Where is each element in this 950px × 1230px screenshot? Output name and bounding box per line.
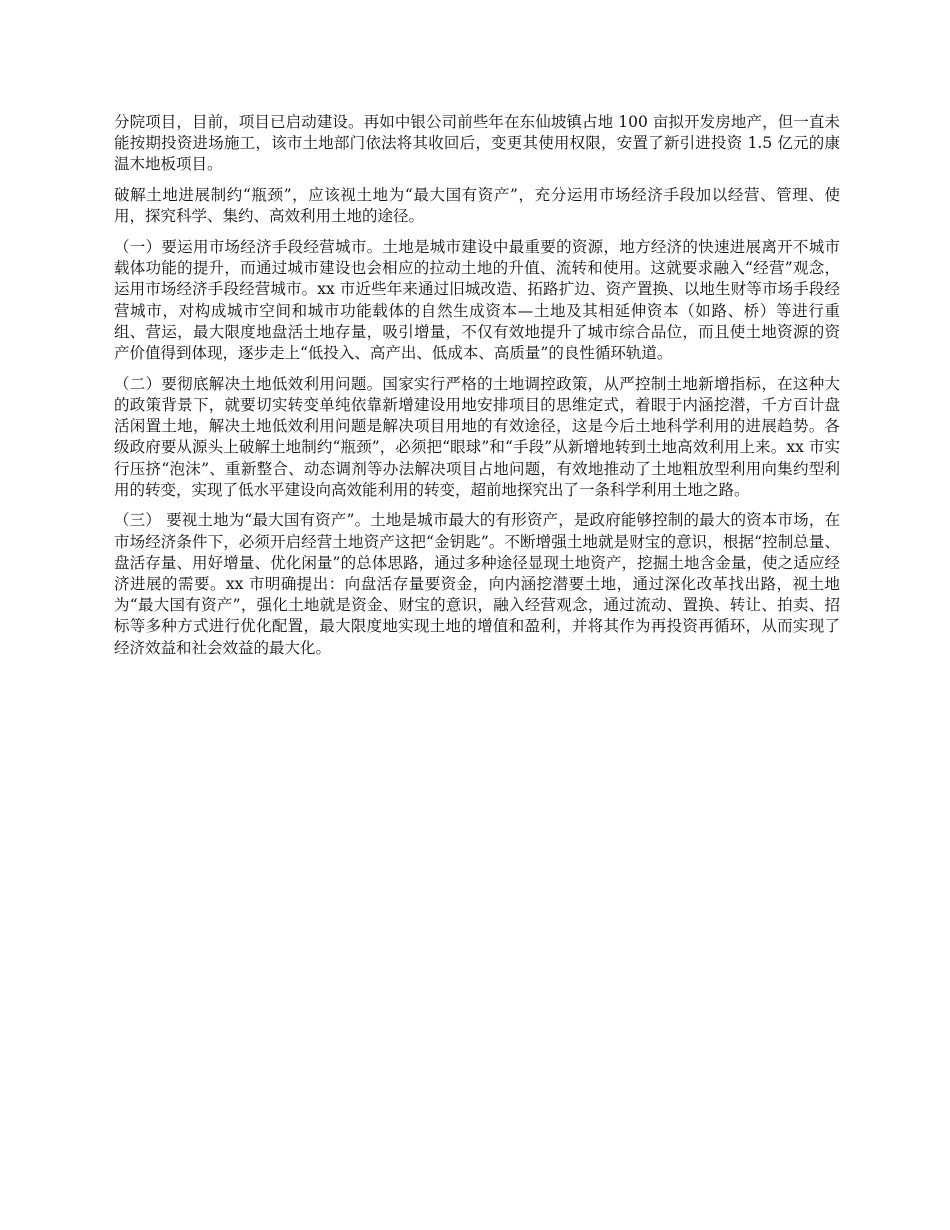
paragraph-section-2: （二）要彻底解决土地低效利用问题。国家实行严格的土地调控政策，从严控制土地新增指标，在这种大的政策背景下，就要切实转变单纯依靠新增建设用地安排项目的思维定式，着眼于内涵挖潜，千方百计盘活闲置土地，解决土地低效利用问题是解决项目用地的有效途径，这是今后土地科学利用的进展趋势。各级政府要从源头上破解土地制约“瓶颈”，必须把“眼球”和“手段”从新增地转到土地高效利用上来。xx 市实行压挤“泡沫”、重新整合、动态调剂等办法解决项目占地问题，有效地推动了土地粗放型利用向集约型利用的转变，实现了低水平建设向高效能利用的转变，超前地探究出了一条科学利用土地之路。 xyxy=(114,374,840,499)
paragraph-intro: 破解土地进展制约“瓶颈”，应该视土地为“最大国有资产”，充分运用市场经济手段加以经营、管理、使用，探究科学、集约、高效利用土地的途径。 xyxy=(114,186,840,226)
paragraph-section-1: （一）要运用市场经济手段经营城市。土地是城市建设中最重要的资源，地方经济的快速进展离开不城市载体功能的提升，而通过城市建设也会相应的拉动土地的升值、流转和使用。这就要求融入“经营”观念，运用市场经济手段经营城市。xx 市近些年来通过旧城改造、拓路扩边、资产置换、以地生财等市场手段经营城市，对构成城市空间和城市功能载体的自然生成资本—土地及其相延伸资本（如路、桥）等进行重组、营运，最大限度地盘活土地存量，吸引增量，不仅有效地提升了城市综合品位，而且使土地资源的资产价值得到体现，逐步走上“低投入、高产出、低成本、高质量”的良性循环轨道。 xyxy=(114,238,840,363)
paragraph-section-3: （三） 要视土地为“最大国有资产”。土地是城市最大的有形资产，是政府能够控制的最大的资本市场，在市场经济条件下，必须开启经营土地资产这把“金钥匙”。不断增强土地就是财宝的意识，根据“控制总量、盘活存量、用好增量、优化闲量”的总体思路，通过多种途径显现土地资产，挖掘土地含金量，使之适应经济进展的需要。xx 市明确提出：向盘活存量要资金，向内涵挖潜要土地，通过深化改革找出路，视土地为“最大国有资产”，强化土地就是资金、财宝的意识，融入经营观念，通过流动、置换、转让、拍卖、招标等多种方式进行优化配置，最大限度地实现土地的增值和盈利，并将其作为再投资再循环，从而实现了经济效益和社会效益的最大化。 xyxy=(114,511,840,657)
document-body xyxy=(114,112,840,668)
paragraph-continuation: 分院项目，目前，项目已启动建设。再如中银公司前些年在东仙坡镇占地 100 亩拟开发房地产，但一直未能按期投资进场施工，该市土地部门依法将其收回后，变更其使用权限，安置了新引进投资 1.5 亿元的康温木地板项目。 xyxy=(114,113,840,174)
